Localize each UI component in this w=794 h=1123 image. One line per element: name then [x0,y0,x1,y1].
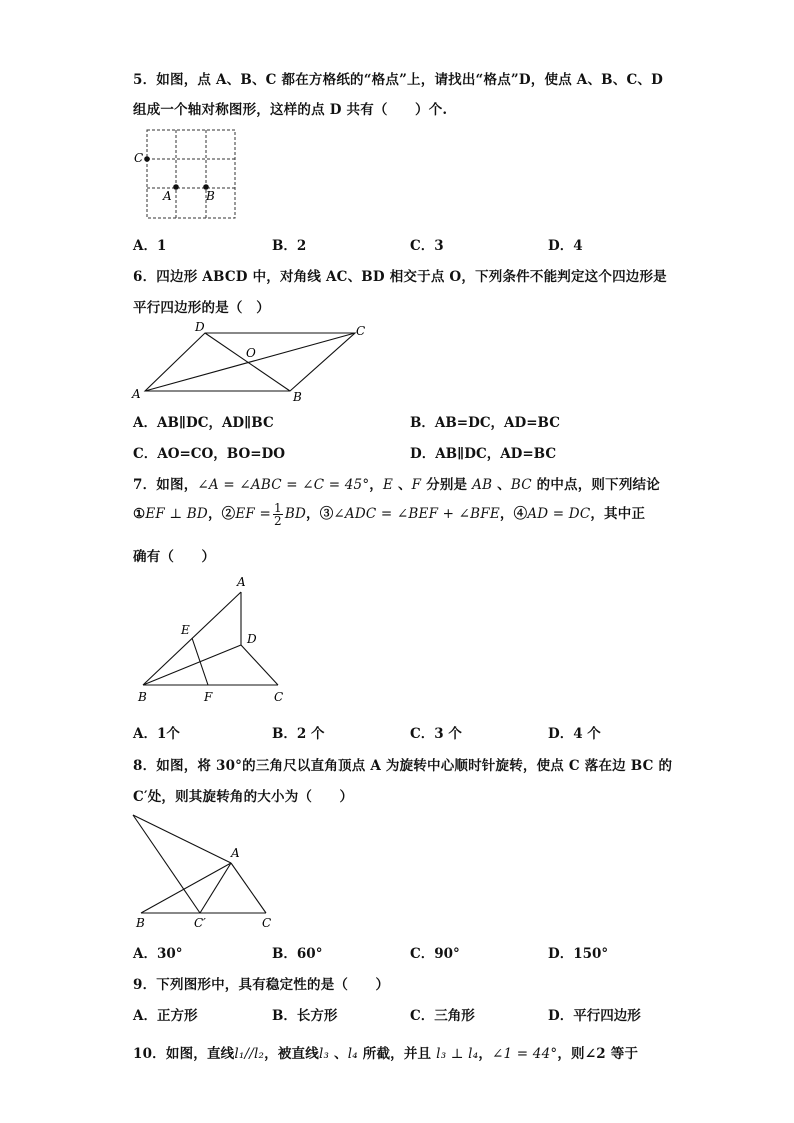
q5-option-d[interactable]: D．4 [548,238,583,254]
q7-line2 [133,502,645,527]
q5-label-c: C [134,151,144,165]
q7-segment-ab-text: AB [472,477,493,493]
q7-segment-bc-text: BC [510,477,532,493]
q7-c1-num: ① [133,506,146,522]
q10-tail: ，则∠2 等于 [557,1046,639,1062]
q9-option-a[interactable]: A．正方形 [133,1008,198,1024]
q8-label-c: C [262,916,272,930]
q6-option-c[interactable]: C．AO=CO，BO=DO [133,446,285,462]
q7-option-c[interactable]: C．3 个 [410,726,462,742]
q10-mid: ，被直线 [264,1046,319,1062]
q5-option-a[interactable]: A．1 [133,238,167,254]
q6-line2: 平行四边形的是（ ） [133,300,270,316]
q6-label-c: C [356,324,366,338]
q5-line2: 组成一个轴对称图形，这样的点 D 共有（ ）个. [133,102,448,118]
q10-line-l4: l₄ [347,1046,358,1062]
q7-condition: ∠A = ∠ABC = ∠C = 45° [197,477,370,493]
q8-option-c[interactable]: C．90° [410,946,460,962]
q10-mid2: 所截，并且 [357,1046,437,1062]
q7-label-c: C [274,690,284,704]
q7-label-a: A [237,575,246,589]
q7-conclusion-4: AD = DC [527,506,591,522]
q7-mid2: 分别是 [421,477,473,493]
q6-option-b[interactable]: B．AB=DC，AD=BC [410,415,560,431]
q6-label-a: A [132,387,141,401]
q6-label-o: O [246,346,256,360]
q9-option-b[interactable]: B．长方形 [272,1008,338,1024]
q8-label-cp: C′ [194,916,206,930]
q10-angle: ∠1 = 44° [492,1046,558,1062]
q7-point-e-text: E [382,477,394,493]
q7-sep3: 、 [492,477,511,493]
q5-grid-figure [130,125,230,225]
q8-option-a[interactable]: A．30° [133,946,183,962]
q10-line1 [133,1042,638,1062]
q7-option-b[interactable]: B．2 个 [272,726,325,742]
q6-label-b: B [293,390,302,404]
q7-c2-num: ，② [207,506,236,522]
q7-frac-den: 2 [274,514,282,528]
q7-c4-num: ，④ [499,506,528,522]
q8-label-b: B [136,916,145,930]
q5-label-b: B [206,189,215,203]
q7-label-b: B [138,690,147,704]
q7-conclusion-2a: EF = [235,506,271,522]
q8-rotation-figure [128,810,278,930]
q8-option-b[interactable]: B．60° [272,946,323,962]
q7-conclusion-3: ∠ADC = ∠BEF + ∠BFE [333,506,500,522]
q9-line1: 9．下列图形中，具有稳定性的是（ ） [133,977,390,993]
q7-prefix: 7．如图， [133,477,198,493]
q5-option-b[interactable]: B．2 [272,238,307,254]
q6-option-a[interactable]: A．AB∥DC，AD∥BC [133,415,274,431]
q5-option-c[interactable]: C．3 [410,238,444,254]
q10-parallel: l₁//l₂ [234,1046,265,1062]
q7-point-f-text: F [411,477,422,493]
q7-line1 [133,473,660,493]
q6-quadrilateral-figure [130,318,370,403]
q10-mid3: ， [478,1046,493,1062]
q6-option-d[interactable]: D．AB∥DC，AD=BC [410,446,557,462]
q10-prefix: 10．如图，直线 [133,1046,235,1062]
q7-sep1: ， [369,477,383,493]
q5-line1: 5．如图，点 A、B、C 都在方格纸的“格点”上，请找出“格点”D，使点 A、B、C、D [133,72,664,88]
q7-frac-num: 1 [274,501,282,515]
q7-suffix: 的中点，则下列结论 [531,477,660,493]
q8-line2: C′处，则其旋转角的大小为（ ） [133,789,354,805]
q10-comma: 、 [329,1046,348,1062]
q7-c3-num: ，③ [306,506,334,522]
q5-point-a [173,184,179,190]
q7-conclusion-1: EF ⊥ BD [145,506,208,522]
q9-option-c[interactable]: C．三角形 [410,1008,475,1024]
q6-label-d: D [195,320,205,334]
q8-option-d[interactable]: D．150° [548,946,609,962]
q10-perpendicular: l₃ ⊥ l₄ [436,1046,479,1062]
q7-label-e: E [181,623,190,637]
q7-label-d: D [247,632,257,646]
q7-label-f: F [204,690,213,704]
q7-tail: ，其中正 [590,506,646,522]
q5-label-a: A [163,189,172,203]
q5-point-c [144,156,150,162]
q8-label-a: A [231,846,240,860]
q7-conclusion-2b: BD [284,506,306,522]
q7-option-d[interactable]: D．4 个 [548,726,601,742]
q8-line1: 8．如图，将 30°的三角尺以直角顶点 A 为旋转中心顺时针旋转，使点 C 落在边 BC 的 [133,758,673,774]
q7-line3: 确有（ ） [133,549,216,565]
q9-option-d[interactable]: D．平行四边形 [548,1008,641,1024]
q10-line-l3: l₃ [318,1046,330,1062]
q7-sep2: 、 [393,477,412,493]
q6-line1: 6．四边形 ABCD 中，对角线 AC、BD 相交于点 O，下列条件不能判定这个四边形是 [133,269,667,285]
q7-option-a[interactable]: A．1个 [133,726,180,742]
q7-fraction [273,502,283,527]
q7-triangle-figure [130,575,300,705]
